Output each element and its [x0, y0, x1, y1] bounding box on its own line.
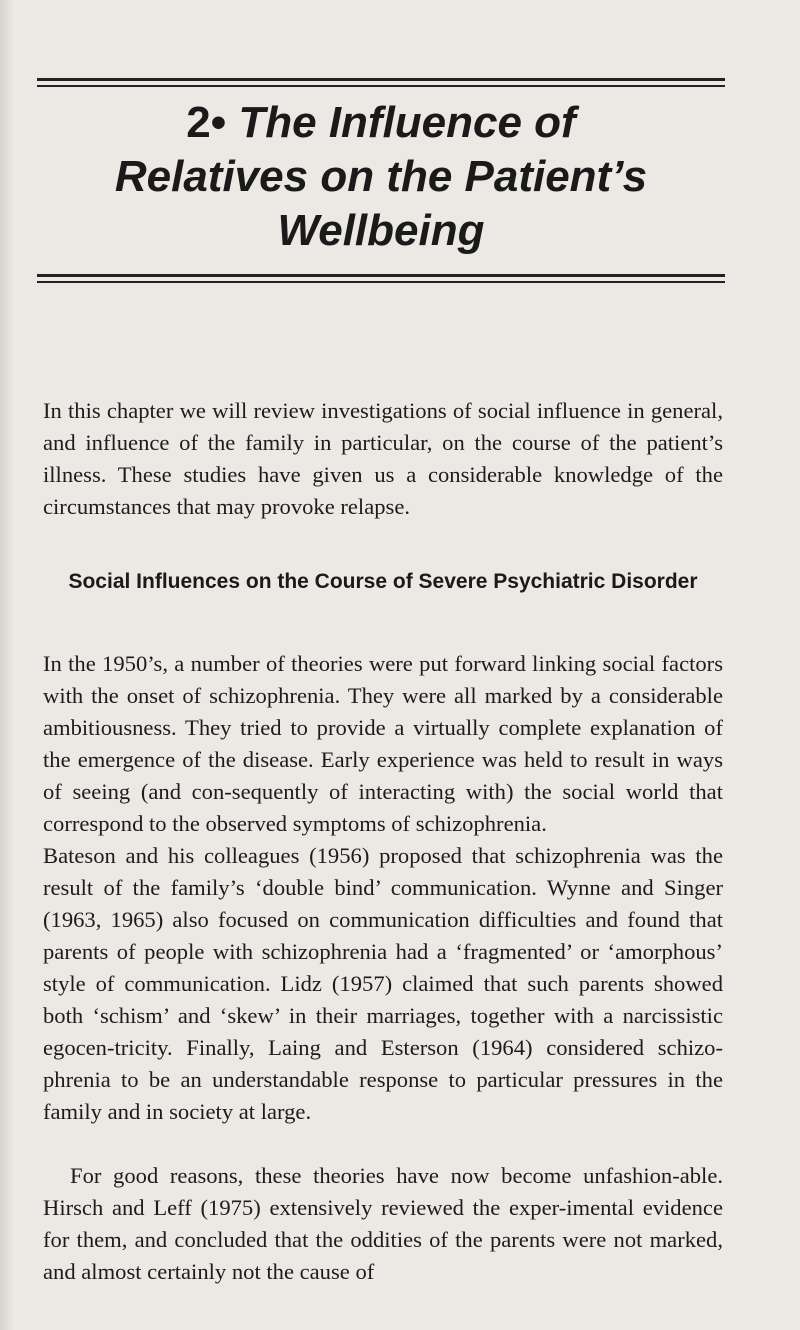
intro-paragraph: In this chapter we will review investigations of social influence in general, and influence of the family in particular, on the course of the patient’s illness. These studies have given us a considerable knowledge of the circumstances that may provoke relapse.	[43, 398, 723, 519]
title-rule-top	[37, 78, 725, 87]
chapter-number: 2•	[186, 98, 227, 147]
chapter-title-line-3: Wellbeing	[277, 206, 485, 255]
rule-thin	[37, 281, 725, 283]
section-heading: Social Influences on the Course of Severe Psychiatric Disorder	[68, 570, 698, 593]
chapter-title-line-2: Relatives on the Patient’s	[114, 152, 648, 201]
body-paragraph-2: Bateson and his colleagues (1956) proposed that schizophrenia was the result of the family’s ‘double bind’ communication. Wynne and Singer (1963, 1965) also focused on communication difficulties and found that parents of people with schizophrenia had a ‘fragmented’ or ‘amorphous’ style of communication. Lidz (1957) claimed that such parents showed both ‘schism’ and ‘skew’ in their marriages, together with a narcissistic egocen-tricity. Finally, Laing and Esterson (1964) considered schizo-phrenia to be an understandable response to particular pressures in the family and in society at large.	[43, 843, 723, 1124]
chapter-title	[37, 96, 725, 258]
page-edge-shadow	[0, 0, 14, 1330]
body-paragraph-3: For good reasons, these theories have now become unfashion-able. Hirsch and Leff (1975) extensively reviewed the exper-imental evidence for them, and concluded that the oddities of the parents were not marked, and almost certainly not the cause of	[43, 1163, 723, 1284]
rule-thin	[37, 85, 725, 87]
title-rule-bottom	[37, 274, 725, 283]
chapter-title-line-1: The Influence of	[226, 98, 576, 147]
body-paragraph-1: In the 1950’s, a number of theories were put forward linking social factors with the onset of schizophrenia. They were all marked by a considerable ambitiousness. They tried to provide a virtually complete explanation of the emergence of the disease. Early experience was held to result in ways of seeing (and con-sequently of interacting with) the social world that correspond to the observed symptoms of schizophrenia.	[43, 651, 723, 836]
